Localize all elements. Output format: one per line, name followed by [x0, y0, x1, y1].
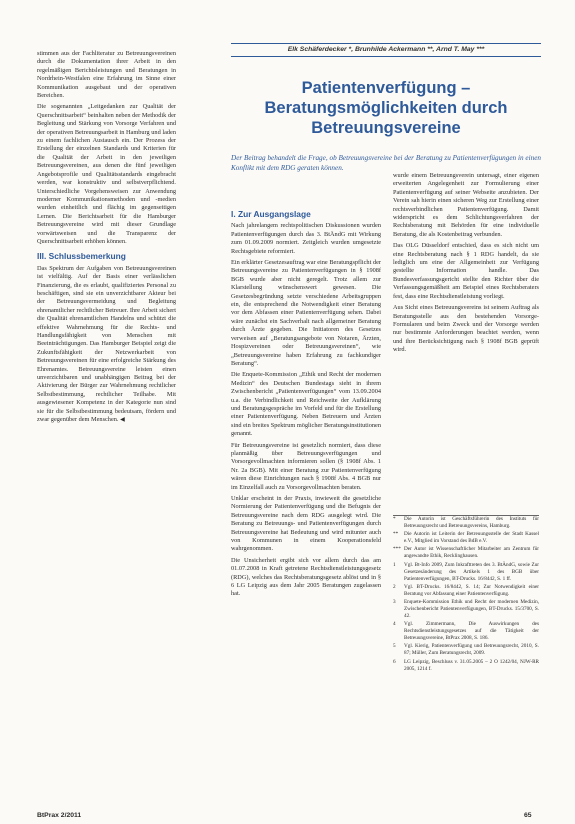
- footnote-text: LG Leipzig, Beschluss v. 31.05.2005 – 2 O 1242/04, NJW-RR 2005, 1214 f.: [404, 658, 539, 672]
- footnotes: [393, 515, 539, 811]
- footnote-mark: 4: [393, 621, 396, 628]
- left-paragraph: stimmen aus der Fachliteratur zu Betreuungsvereinen durch die Dokumentation ihrer Arbeit in den regelmäßigen Berichtsleistungen und Beratungen in Nordrhein-Westfalen eine Erfahrung im Sinne einer Kommunikation ausgebaut und der operativen Bereichen.: [37, 50, 176, 100]
- footnote-text: Vgl. Kierig, Patientenverfügung und Betreuungsrecht, 2010, S. 87; Müller, Zum Beratungsrecht, 2009.: [404, 643, 539, 657]
- right-paragraph: wurde einem Betreuungsverein untersagt, einer eigenen erweiterten Angelegenheit zur Formulierung einer Patientenverfügung auf seiner Webseite anzubieten. Der Verein sah hierin einen sicheren Weg zur Erstellung einer rechtsverbindlichen Patientenverfügung. Damit widerspricht es dem Schlichtungsverfahren der Rechtsberatung mit Behörden für eine individuelle Beratung, die als Kostenbeitrag verbunden.: [393, 172, 539, 238]
- middle-paragraph: Die Enquete-Kommission „Ethik und Recht der modernen Medizin“ des Deutschen Bundestags sieht in ihrem Zwischenbericht „Patientenverfügungen“ vom 13.09.2004 u.a. die Verbindlichkeit und Reichweite der Aufklärung und Beratungsgespräche im Vorfeld und für die Erstellung einer Patientenverfügung. Neben Betreuern und Ärzten sind ein breites Spektrum möglicher Beratungsinstitutionen genannt.: [231, 371, 381, 438]
- footnote-mark: 6: [393, 658, 396, 665]
- conclusion-paragraph: [37, 265, 176, 425]
- footnote-mark: ***: [393, 546, 401, 553]
- conclusion-text: Das Spektrum der Aufgaben von Betreuungsvereinen ist vielfältig. Auf der Basis einer verlässlichen Finanzierung, die es erlaubt, qualifiziertes Personal zu beschäftigen, sind sie ein unverzichtbarer Akteur bei der Betreuungsvermeidung und Begleitung ehrenamtlicher rechtlicher Betreuer. Ihre Arbeit sichert die Qualität ehrenamtlichen Handelns und schützt die effektive Wahrnehmung für die Rechts- und Handlungsfähigkeit von Menschen mit Beeinträchtigungen. Das Hamburger Beispiel zeigt die Zukunftsfähigkeit der Netzwerkarbeit von Betreuungsvereinen für eine erfolgreiche Stärkung des Ehrenamtes. Betreuungsvereine leisten einen unverzichtbaren und unabhängigen Beitrag bei der Aktivierung der Bürger zur Wahrnehmung rechtlicher Selbstbestimmung, rechtlicher Teilhabe. Mit ausgewiesener Kompetenz in der Kategorie nun sind sie für die Selbstbestimmung bedeutsam, fördern und zwar gegenüber dem Menschen.: [37, 264, 176, 424]
- footnote-text: Vgl. BT-Drucks. 16/8442, S. 14; Zur Notwendigkeit einer Beratung vor Abfassung einer Patientenverfügung.: [404, 583, 539, 597]
- right-paragraph: Das OLG Düsseldorf entschied, dass es sich nicht um eine Rechtsberatung nach § 1 RDG handelt, da sie lediglich um eine der Allgemeinheit zur Verfügung gestellte Information handle. Das Bundesverfassungsgericht stellte den Richter über die Verfassungsgemäßheit am Beispiel eines Rechtsberaters fest, dass eine Rechtsdienstleistung vorliegt.: [393, 242, 539, 300]
- middle-paragraph: Unklar erscheint in der Praxis, inwieweit die gesetzliche Normierung der Patientenverfügung und die Befugnis der Betreuungsvereine nach dem RDG ausgelegt wird. Die Beratung zu Betreuungs- und Patientenverfügungen durch Betreuungsvereine hat Bedeutung und wird mitunter auch von Kommunen in einem Kooperationsfeld wahrgenommen.: [231, 495, 381, 553]
- footnote-mark: 3: [393, 598, 396, 605]
- footnote-mark: 2: [393, 583, 396, 590]
- section-heading-conclusion: III. Schlussbemerkung: [37, 251, 126, 262]
- footnote-mark: *: [393, 516, 396, 522]
- footnote-mark: **: [393, 531, 399, 538]
- page-number: 65: [524, 812, 532, 819]
- middle-paragraph: Ein erklärter Gesetzesauftrag war eine Beratungspflicht der Betreuungsvereine zu Patientenverfügungen in § 1908f BGB wurde aber nicht geregelt. Trotz allem zur Klarstellung wünschenswert gewesen. Die Gesetzesbegründung setzte verschiedene Arbeitsgruppen ein, die entsprechend die Notwendigkeit einer Beratung vor dem Abfassen einer Patientenverfügung sehen. Dabei wäre zunächst ein Sachverhalt nach allgemeiner Beratung durch Ärzte gegeben. Die Initiatoren des Gesetzes verweisen auf „Beratungsangebote von Notaren, Ärzten, Hospizvereinen oder Betreuungsvereinen“, wie „Betreuungsvereine haben Erfahrung zu fachkundiger Beratung“.: [231, 259, 381, 367]
- section-heading-ausgangslage: I. Zur Ausgangslage: [231, 210, 311, 219]
- left-column: [37, 50, 176, 628]
- end-of-article-icon: ◀: [120, 417, 125, 424]
- footnote-text: Vgl. Zimmermann, Die Auswirkungen des Rechtsdienstleistungsgesetzes auf die Tätigkeit der Betreuungsvereine, BtPrax 2008, S. 186.: [404, 621, 539, 642]
- middle-paragraph: Die Unsicherheit ergibt sich vor allem durch das am 01.07.2008 in Kraft getretene Rechtsdienstleistungsgesetz (RDG), welches das Rechtsberatungsgesetz ablöst und in § 6 LG Leipzig aus dem Jahr 2005 Beratungen zugelassen hat.: [231, 556, 381, 598]
- title-line-1: Patientenverfügung –: [301, 79, 471, 97]
- footnote-text: Die Autorin ist Geschäftsführerin des Instituts für Betreuungsrecht und Betreuungsvereins, Hamburg.: [404, 516, 539, 529]
- footnote-text: Der Autor ist Wissenschaftlicher Mitarbeiter am Zentrum für angewandte Ethik, Recklinghausen.: [404, 546, 539, 560]
- footnote: [393, 584, 539, 598]
- left-paragraph: Die sogenannten „Leitgedanken zur Qualität der Querschnittsarbeit“ beinhalten neben der Methodik der Begleitung und Stärkung von Vorsorge Verfahren und der operativen Betreuungsarbeit in Hamburg und laden zu einem fachlichen Austausch ein. Der Prozess der Erstellung der einzelnen Standards und Kriterien für die Qualität der Arbeit in den jeweiligen Betreuungsvereinen, aus denen die fünf jeweiligen Angebotsprofile und Qualitätsstandards eingebracht werden, war konstruktiv und selbstverpflichtend. Unterschiedliche Vorgehensweisen zur Anwendung moderner Kommunikationsmethoden und -medien wurden einheitlich und flächig im gegenseitigen Lernen. Die Berichtsarbeit für die Hamburger Betreuungsvereine wird mit dieser Grundlage vorwärtsweisen und die Transparenz der Querschnittsarbeit erhöhen können.: [37, 103, 176, 245]
- footnote-text: Die Autorin ist Leiterin der Betreuungsstelle der Stadt Kassel e.V., Mitglied im Vorstand des BdB e.V.: [404, 531, 539, 545]
- article-title: [231, 78, 541, 138]
- right-paragraph: Aus Sicht eines Betreuungsvereins ist seinem Auftrag als Beratungsstelle aus den bestehenden Vorsorge-Formularen und beim Zweck und der Vorsorge werden nur bestimmte Anforderungen beachtet werden, wenn und ihre Berücksichtigung nach § 1908f BGB geprüft wird.: [393, 304, 539, 354]
- footnote: [393, 531, 539, 545]
- footnote: [393, 599, 539, 620]
- footnote-text: Enquete-Kommission Ethik und Recht der modernen Medizin, Zwischenbericht Patientenverfügungen, BT-Drucks. 15/3700, S. 42.: [404, 598, 539, 619]
- title-line-2: Beratungsmöglichkeiten durch: [264, 99, 508, 117]
- footnote: [393, 643, 539, 657]
- footnote: [393, 562, 539, 583]
- footnote: [393, 659, 539, 673]
- author-line: Elk Schäferdecker *, Brunhilde Ackermann **, Arnd T. May ***: [231, 43, 541, 57]
- footnote-text: Vgl. Bt-Info 2009, Zum Inkrafttreten des 3. BtÄndG, sowie Zur Gesetzesänderung des Artikels 1 des BGB über Patientenverfügungen, BT-Drucks. 16/8442, S. 1 ff.: [404, 561, 539, 582]
- footnote-mark: 1: [393, 561, 396, 568]
- title-line-3: Betreuungsvereine: [311, 119, 461, 137]
- footnote: [393, 546, 539, 560]
- middle-column: [231, 210, 381, 810]
- footnote: [393, 621, 539, 642]
- lead-paragraph: Der Beitrag behandelt die Frage, ob Betreuungsvereine bei der Beratung zu Patientenverfügungen in einen Konflikt mit dem RDG geraten können.: [231, 154, 541, 172]
- middle-paragraph: Nach jahrelangem rechtspolitischen Diskussionen wurden Patientenverfügungen durch das 3. BtÄndG mit Wirkung zum 01.09.2009 normiert. Zeitgleich wurden umgesetzte Rechtsgebiete reformiert.: [231, 222, 381, 255]
- footnote: [393, 516, 539, 530]
- right-column: [393, 172, 539, 512]
- journal-issue-footer: BtPrax 2/2011: [37, 812, 82, 819]
- middle-paragraph: Für Betreuungsvereine ist gesetzlich normiert, dass diese planmäßig über Betreuungsverfügungen und Vorsorgevollmachten informieren sollen (§ 1908f Abs. 1 Nr. 2a BGB). Mit einer Beratung zur Patientenverfügung wären diese Einrichtungen nach § 1908f Abs. 4 BGB nur im Einzelfall auch zu Vorsorgevollmachten beraten.: [231, 441, 381, 491]
- footnote-mark: 5: [393, 643, 396, 650]
